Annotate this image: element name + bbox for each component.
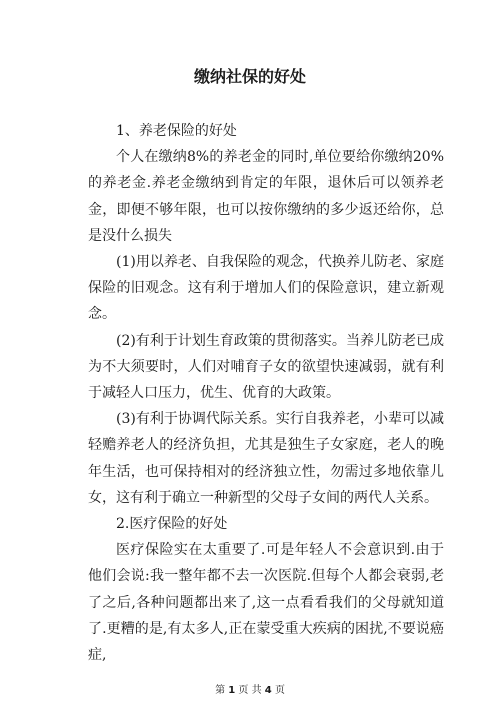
paragraph-pension-point-2: (2)有利于计划生育政策的贯彻落实。当养儿防老已成为不大须要时，人们对哺育子女的欲望快速减弱，就有利于减轻人口压力，优生、优育的大政策。	[88, 332, 444, 402]
paragraph-pension-point-1: (1)用以养老、自我保险的观念，代换养儿防老、家庭保险的旧观念。这有利于增加人们的保险意识，建立新观念。	[88, 254, 444, 323]
document-body	[88, 118, 444, 668]
footer-total-pages: 4	[264, 685, 272, 696]
paragraph-pension-intro: 个人在缴纳8%的养老金的同时,单位要给你缴纳20%的养老金.养老金缴纳到肯定的年限，退休后可以领养老金，即便不够年限，也可以按你缴纳的多少返还给你，总是没什么损失	[88, 149, 444, 244]
page-title: 缴纳社保的好处	[193, 67, 306, 86]
section-heading-medical: 2.医疗保险的好处	[116, 516, 228, 533]
paragraph-pension-point-3: (3)有利于协调代际关系。实行自我养老，小辈可以减轻赡养老人的经济负担，尤其是独生子女家庭，老人的晚年生活，也可保持相对的经济独立性，勿需过多地依靠儿女，这有利于确立一种新型的父母子女间的两代人关系。	[88, 411, 444, 506]
paragraph-medical-intro: 医疗保险实在太重要了.可是年轻人不会意识到.由于他们会说:我一整年都不去一次医院.但每个人都会衰弱,老了之后,各种问题都出来了,这一点看看我们的父母就知道了.更糟的是,有太多人,正在蒙受重大疾病的困扰,不要说癌症,	[88, 542, 444, 664]
footer-middle: 页 共	[238, 685, 262, 696]
footer-prefix: 第	[215, 685, 226, 696]
footer-page-number: 1	[228, 685, 236, 696]
page-footer	[0, 684, 500, 698]
section-heading-pension: 1、养老保险的好处	[116, 123, 237, 139]
footer-suffix: 页	[274, 685, 285, 696]
